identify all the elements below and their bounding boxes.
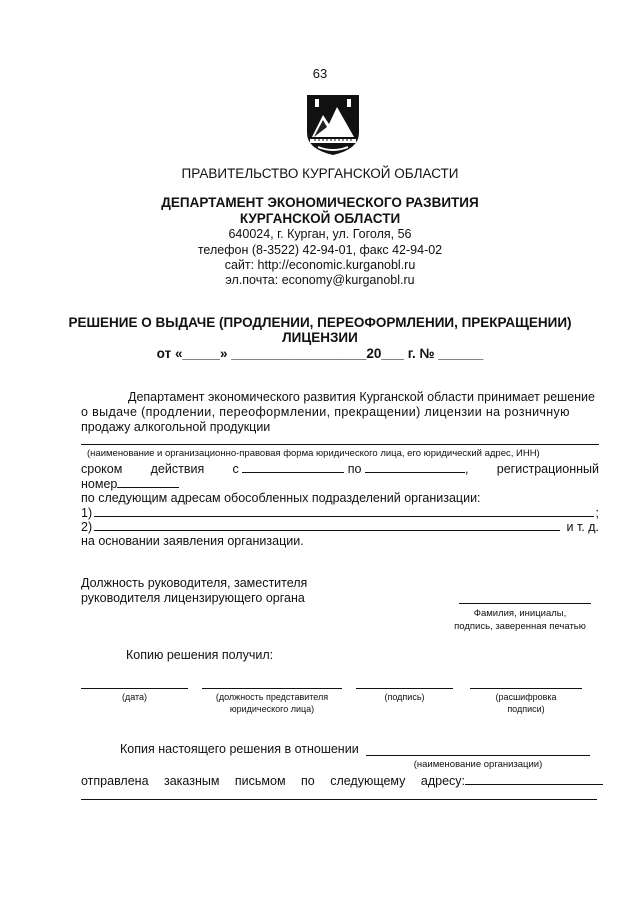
address-item-2-number: 2) <box>81 520 93 534</box>
registration-number-field[interactable] <box>117 476 179 488</box>
copy-received-label: Копию решения получил: <box>126 648 274 662</box>
organization-caption: (наименование и организационно-правовая форма юридического лица, его юридический адрес, ИНН) <box>87 448 540 459</box>
address-item-1-end: ; <box>595 506 599 520</box>
address-1-field[interactable] <box>94 505 593 517</box>
term-range <box>233 461 469 476</box>
department-site: сайт: http://economic.kurganobl.ru <box>224 258 416 272</box>
address-item-2-end: и т. д. <box>566 520 599 534</box>
signatory-caption2: подпись, заверенная печатью <box>454 621 586 632</box>
term-row <box>81 461 599 476</box>
mailing-line2 <box>81 773 603 788</box>
mailing-word-2: заказным <box>163 774 220 788</box>
caption-signature: (подпись) <box>384 692 425 702</box>
coat-of-arms-icon <box>304 93 362 157</box>
caption-decode-line2: подписи) <box>507 704 545 714</box>
document-title-line2: ЛИЦЕНЗИИ <box>282 330 358 345</box>
registration-word: регистрационный <box>496 462 599 476</box>
address-2-field[interactable] <box>94 519 560 531</box>
mailing-organization-line[interactable] <box>366 755 590 756</box>
government-name: ПРАВИТЕЛЬСТВО КУРГАНСКОЙ ОБЛАСТИ <box>181 166 459 181</box>
receipt-decode-line[interactable] <box>470 688 582 689</box>
address-item-1 <box>81 505 599 520</box>
signatory-signature-line[interactable] <box>459 603 591 604</box>
date-to-field[interactable] <box>365 461 465 473</box>
mailing-line1: Копия настоящего решения в отношении <box>120 742 359 756</box>
mailing-word-3: письмом <box>234 774 286 788</box>
page-number: 63 <box>312 66 328 81</box>
organization-name-line[interactable] <box>81 444 599 445</box>
basis-text: на основании заявления организации. <box>81 534 304 548</box>
paragraph-line2 <box>81 405 599 419</box>
caption-position-line1: (должность представителя <box>215 692 329 702</box>
department-email: эл.почта: economy@kurganobl.ru <box>225 273 415 287</box>
mailing-address <box>421 773 603 788</box>
receipt-signature-line[interactable] <box>356 688 453 689</box>
mailing-address-line2[interactable] <box>81 799 597 800</box>
addresses-intro: по следующим адресам обособленных подразделений организации: <box>81 491 481 505</box>
mailing-address-field[interactable] <box>465 773 603 785</box>
caption-date: (дата) <box>121 692 148 702</box>
signatory-caption1: Фамилия, инициалы, <box>473 608 567 619</box>
address-item-1-number: 1) <box>81 506 93 520</box>
mailing-word-6: адресу: <box>420 774 465 788</box>
paragraph-line2-text: о выдаче (продлении, переоформлении, прекращении) лицензии на розничную <box>81 405 570 419</box>
from-word: с <box>232 462 239 476</box>
mailing-organization-caption: (наименование организации) <box>413 759 543 770</box>
number-row <box>81 476 179 491</box>
address-item-2 <box>81 519 599 534</box>
department-name-line1: ДЕПАРТАМЕНТ ЭКОНОМИЧЕСКОГО РАЗВИТИЯ <box>161 195 479 210</box>
term-comma: , <box>464 462 469 476</box>
paragraph-line1: Департамент экономического развития Курганской области принимает решение <box>128 390 595 404</box>
mailing-word-1: отправлена <box>81 774 149 788</box>
caption-decode-line1: (расшифровка <box>495 692 557 702</box>
document-date-line: от «_____» __________________20___ г. № ______ <box>156 346 484 361</box>
number-word: номер <box>81 477 118 491</box>
department-phone: телефон (8-3522) 42-94-01, факс 42-94-02 <box>197 243 443 257</box>
paragraph-line3: продажу алкогольной продукции <box>81 420 271 434</box>
department-name-line2: КУРГАНСКОЙ ОБЛАСТИ <box>239 211 401 226</box>
department-address: 640024, г. Курган, ул. Гоголя, 56 <box>228 227 412 241</box>
signatory-line2: руководителя лицензирующего органа <box>81 591 305 605</box>
mailing-word-4: по <box>301 774 315 788</box>
receipt-position-line[interactable] <box>202 688 342 689</box>
to-word: по <box>347 462 362 476</box>
signatory-line1: Должность руководителя, заместителя <box>81 576 308 590</box>
term-word: сроком <box>81 462 123 476</box>
receipt-date-line[interactable] <box>81 688 188 689</box>
action-word: действия <box>150 462 205 476</box>
date-from-field[interactable] <box>242 461 344 473</box>
caption-position-line2: юридического лица) <box>229 704 315 714</box>
mailing-word-5: следующему <box>330 774 406 788</box>
document-title-line1: РЕШЕНИЕ О ВЫДАЧЕ (ПРОДЛЕНИИ, ПЕРЕОФОРМЛЕНИИ, ПРЕКРАЩЕНИИ) <box>68 315 572 330</box>
